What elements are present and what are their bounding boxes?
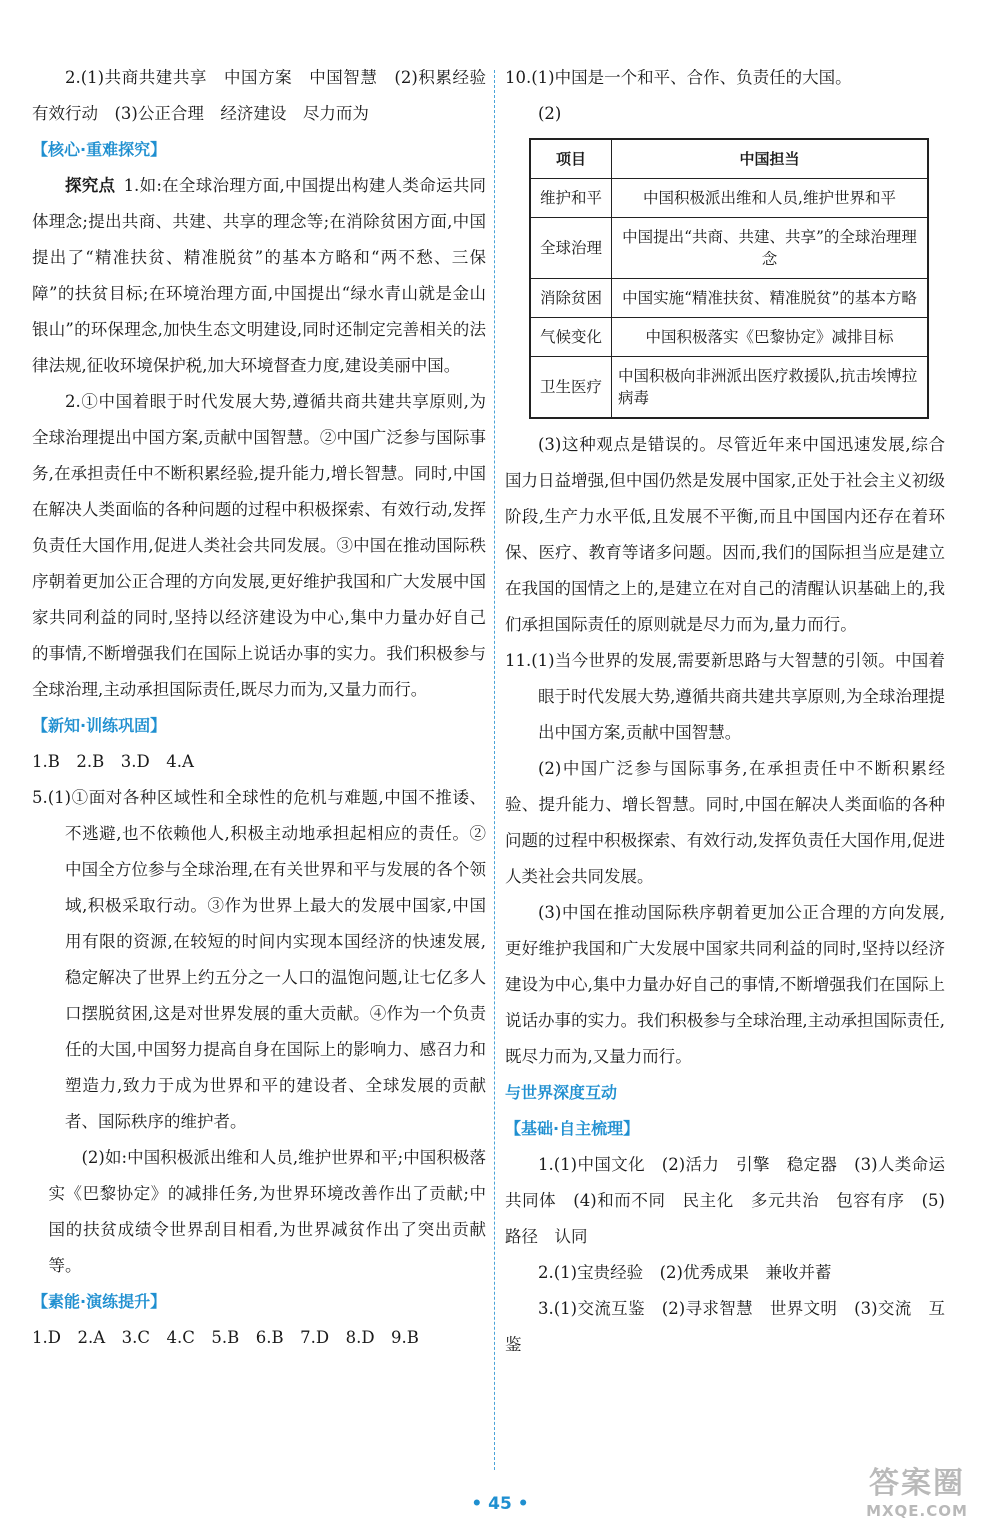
- basics-answer-3: 3.(1)交流互鉴 (2)寻求智慧 世界文明 (3)交流 互鉴: [505, 1299, 945, 1354]
- lesson-subtitle: 与世界深度互动: [505, 1083, 618, 1102]
- answer-2-summary: 2.(1)共商共建共享 中国方案 中国智慧 (2)积累经验 有效行动 (3)公正合理 经济建设 尽力而为: [32, 68, 503, 123]
- table-cell-desc: 中国积极落实《巴黎协定》减排目标: [612, 318, 929, 357]
- right-column: [505, 60, 945, 1363]
- section-heading-ability: 【素能·演练提升】: [32, 1292, 167, 1311]
- section-heading-basics: 【基础·自主梳理】: [505, 1119, 640, 1138]
- column-divider: [494, 70, 495, 1470]
- answer-5-part-2: (2)如:中国积极派出维和人员,维护世界和平;中国积极落实《巴黎协定》的减排任务,为世界环境改善作出了贡献;中国的扶贫成绩令世界刮目相看,为世界减贫作出了突出贡献等。: [48, 1148, 486, 1275]
- watermark-domain: MXQE.COM: [866, 1502, 968, 1520]
- table-header-responsibility: 中国担当: [612, 139, 929, 179]
- answer-11-part-2: (2)中国广泛参与国际事务,在承担责任中不断积累经验、提升能力、增长智慧。同时,中国在解决人类面临的各种问题的过程中积极探索、有效行动,发挥负责任大国作用,促进人类社会共同发展。: [505, 759, 945, 886]
- answer-11-part-1: 11.(1)当今世界的发展,需要新思路与大智慧的引领。中国着眼于时代发展大势,遵循共商共建共享原则,为全球治理提出中国方案,贡献中国智慧。: [505, 651, 945, 742]
- table-header-row: [530, 139, 928, 179]
- choice-answers-2: 1.D 2.A 3.C 4.C 5.B 6.B 7.D 8.D 9.B: [32, 1328, 419, 1347]
- table-row: [530, 218, 928, 279]
- section-heading-core: 【核心·重难探究】: [32, 140, 167, 159]
- basics-answer-1: 1.(1)中国文化 (2)活力 引擎 稳定器 (3)人类命运共同体 (4)和而不同 民主化 多元共治 包容有序 (5)路径 认同: [505, 1155, 945, 1246]
- answer-10-part-2-label: (2): [538, 104, 562, 123]
- answer-10-part-1: 10.(1)中国是一个和平、合作、负责任的大国。: [505, 68, 852, 87]
- table-cell-desc: 中国积极向非洲派出医疗救援队,抗击埃博拉病毒: [612, 357, 929, 419]
- table-cell-item: 维护和平: [530, 179, 612, 218]
- table-cell-item: 卫生医疗: [530, 357, 612, 419]
- basics-answer-2: 2.(1)宝贵经验 (2)优秀成果 兼收并蓄: [538, 1263, 832, 1282]
- table-cell-desc: 中国提出“共商、共建、共享”的全球治理理念: [612, 218, 929, 279]
- table-row: [530, 318, 928, 357]
- answer-5-part-1: 5.(1)①面对各种区域性和全球性的危机与难题,中国不推诿、不逃避,也不依赖他人,积极主动地承担起相应的责任。②中国全方位参与全球治理,在有关世界和平与发展的各个领域,积极采取行动。③作为世界上最大的发展中国家,中国用有限的资源,在较短的时间内实现本国经济的快速发展,稳定解决了世界上约五分之一人口的温饱问题,让七亿多人口摆脱贫困,这是对世界发展的重大贡献。④作为一个负责任的大国,中国努力提高自身在国际上的影响力、感召力和塑造力,致力于成为世界和平的建设者、全球发展的贡献者、国际秩序的维护者。: [32, 788, 486, 1131]
- table-row: [530, 279, 928, 318]
- answer-10-part-3: (3)这种观点是错误的。尽管近年来中国迅速发展,综合国力日益增强,但中国仍然是发展中国家,正处于社会主义初级阶段,生产力水平低,且发展不平衡,而且中国国内还存在着环保、医疗、教育等诸多问题。因而,我们的国际担当应是建立在我国的国情之上的,是建立在对自己的清醒认识基础上的,我们承担国际责任的原则就是尽力而为,量力而行。: [505, 435, 945, 634]
- explore-point-2: 2.①中国着眼于时代发展大势,遵循共商共建共享原则,为全球治理提出中国方案,贡献中国智慧。②中国广泛参与国际事务,在承担责任中不断积累经验,提升能力,增长智慧。同时,中国在解决人类面临的各种问题的过程中积极探索、有效行动,发挥负责任大国作用,促进人类社会共同发展。③中国在推动国际秩序朝着更加公正合理的方向发展,更好维护我国和广大发展中国家共同利益的同时,坚持以经济建设为中心,集中力量办好自己的事情,不断增强我们在国际上说话办事的实力。我们积极参与全球治理,主动承担国际责任,既尽力而为,又量力而行。: [32, 392, 486, 699]
- table-header-item: 项目: [530, 139, 612, 179]
- explore-label: 探究点: [65, 176, 116, 195]
- section-heading-new-knowledge: 【新知·训练巩固】: [32, 716, 167, 735]
- left-column: [32, 60, 503, 1356]
- answer-11-part-3: (3)中国在推动国际秩序朝着更加公正合理的方向发展,更好维护我国和广大发展中国家共同利益的同时,坚持以经济建设为中心,集中力量办好自己的事情,不断增强我们在国际上说话办事的实力。我们积极参与全球治理,主动承担国际责任,既尽力而为,又量力而行。: [505, 903, 945, 1066]
- explore-point-1: [32, 168, 486, 384]
- table-row: [530, 179, 928, 218]
- explore-1-text: 1.如:在全球治理方面,中国提出构建人类命运共同体理念;提出共商、共建、共享的理念等;在消除贫困方面,中国提出了“精准扶贫、精准脱贫”的基本方略和“两不愁、三保障”的扶贫目标;在环境治理方面,中国提出“绿水青山就是金山银山”的环保理念,加快生态文明建设,同时还制定完善相关的法律法规,征收环境保护税,加大环境督查力度,建设美丽中国。: [32, 176, 487, 375]
- table-row: [530, 357, 928, 419]
- watermark-logo: [852, 1466, 982, 1520]
- table-cell-item: 消除贫困: [530, 279, 612, 318]
- page-number: • 45 •: [471, 1494, 529, 1514]
- table-cell-item: 全球治理: [530, 218, 612, 279]
- table-cell-desc: 中国实施“精准扶贫、精准脱贫”的基本方略: [612, 279, 929, 318]
- choice-answers-1: 1.B 2.B 3.D 4.A: [32, 752, 194, 771]
- watermark-title: 答案圈: [869, 1466, 965, 1501]
- table-cell-item: 气候变化: [530, 318, 612, 357]
- table-cell-desc: 中国积极派出维和人员,维护世界和平: [612, 179, 929, 218]
- china-responsibility-table: [529, 138, 929, 419]
